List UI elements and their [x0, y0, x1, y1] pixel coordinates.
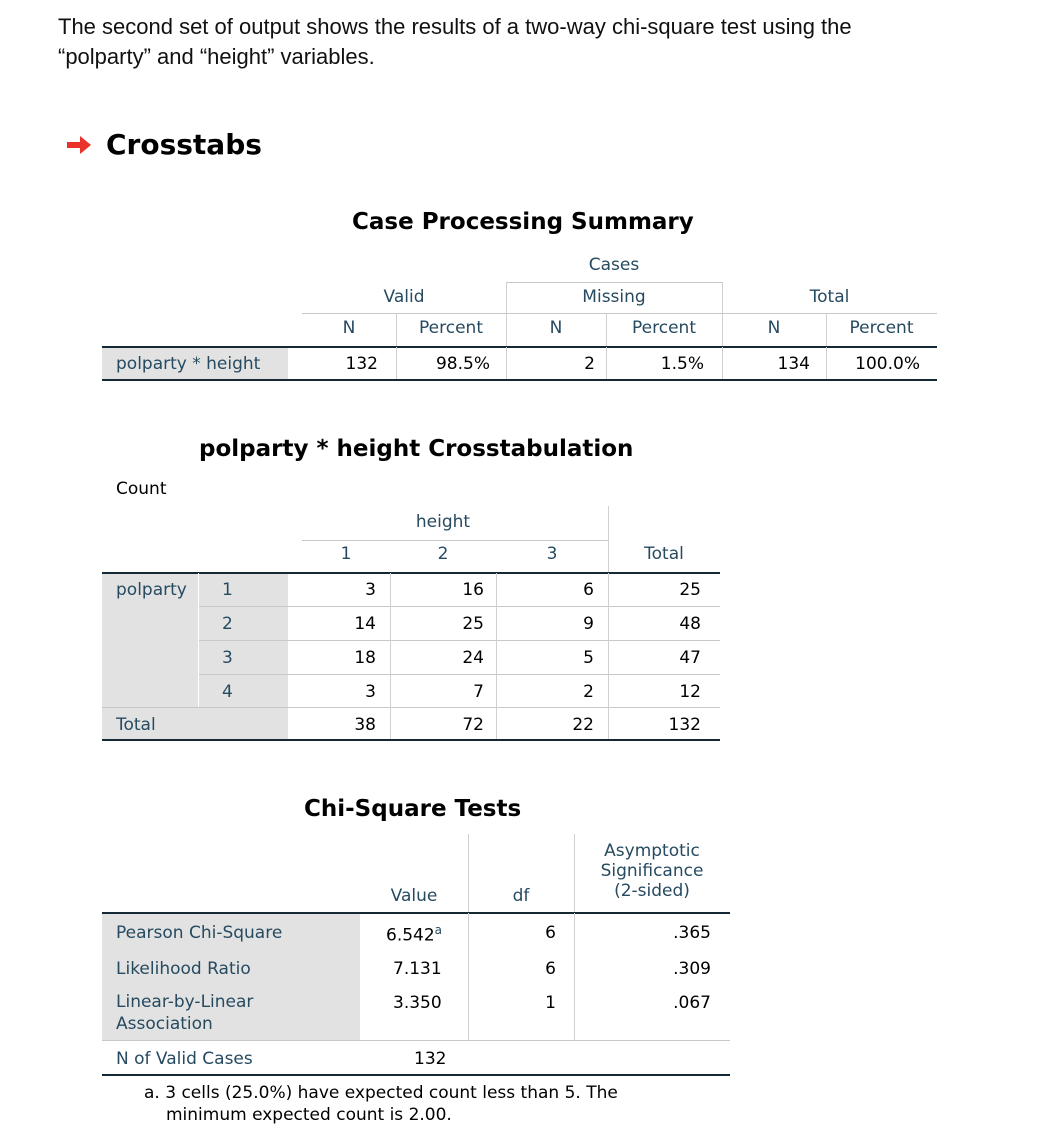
- pearson-chi-square-label: Pearson Chi-Square: [116, 923, 283, 943]
- cell-value: 5: [583, 648, 594, 668]
- cell-value: 24: [462, 648, 484, 668]
- row-label: 4: [222, 682, 233, 702]
- missing-percent-header: Percent: [632, 318, 696, 338]
- valid-header: Valid: [383, 287, 425, 307]
- row-label: polparty * height: [116, 354, 261, 374]
- pearson-value: 6.542$^a$: [386, 923, 443, 946]
- cell-value: 3: [365, 682, 376, 702]
- crosstabs-heading: [66, 128, 262, 161]
- chi-square-title: Chi-Square Tests: [304, 796, 522, 822]
- row-label: 3: [222, 648, 233, 668]
- valid-n-header: N: [342, 318, 356, 338]
- total-percent-value: 100.0%: [855, 354, 920, 374]
- total-row-label: Total: [116, 715, 156, 735]
- row-total-value: 48: [679, 614, 701, 634]
- linear-by-linear-value: 3.350: [393, 993, 442, 1013]
- chi-square-footnote: a. 3 cells (25.0%) have expected count less than 5. The minimum expected count is 2.00.: [144, 1083, 618, 1125]
- cell-value: 3: [365, 580, 376, 600]
- cell-value: 25: [462, 614, 484, 634]
- footnote-marker: a: [434, 923, 443, 937]
- total-n-header: N: [767, 318, 781, 338]
- df-header: df: [512, 886, 530, 906]
- section-title: Crosstabs: [106, 128, 262, 161]
- total-percent-header: Percent: [849, 318, 914, 338]
- total-header: Total: [809, 287, 850, 307]
- intro-line-2: “polparty” and “height” variables.: [58, 44, 375, 69]
- likelihood-ratio-value: 7.131: [393, 959, 442, 979]
- cases-header: Cases: [588, 255, 640, 275]
- missing-n-value: 2: [584, 354, 595, 374]
- height-variable-header: height: [415, 512, 471, 532]
- row-total-value: 47: [679, 648, 701, 668]
- height-col-3-header: 3: [546, 544, 558, 564]
- height-col-1-header: 1: [340, 544, 352, 564]
- cell-value: 16: [462, 580, 484, 600]
- height-col-2-header: 2: [437, 544, 449, 564]
- cell-value: 6: [583, 580, 594, 600]
- linear-by-linear-label: Linear-by-Linear Association: [116, 992, 254, 1034]
- count-label: Count: [116, 479, 167, 499]
- valid-percent-value: 98.5%: [435, 354, 490, 374]
- row-total-value: 12: [679, 682, 701, 702]
- column-total-value: 22: [572, 715, 594, 735]
- missing-header: Missing: [582, 287, 646, 307]
- crosstab-title: polparty * height Crosstabulation: [199, 436, 634, 462]
- intro-paragraph: [58, 12, 1018, 72]
- cell-value: 18: [354, 648, 376, 668]
- row-label: 2: [222, 614, 233, 634]
- cell-value: 14: [354, 614, 376, 634]
- pearson-df: 6: [545, 923, 556, 943]
- missing-percent-value: 1.5%: [660, 354, 704, 374]
- likelihood-ratio-df: 6: [545, 959, 556, 979]
- intro-line-1: The second set of output shows the results of a two-way chi-square test using the: [58, 14, 852, 39]
- pearson-significance: .365: [673, 923, 711, 943]
- likelihood-ratio-label: Likelihood Ratio: [116, 959, 251, 979]
- row-total-value: 25: [679, 580, 701, 600]
- linear-by-linear-significance: .067: [673, 993, 711, 1013]
- cell-value: 9: [583, 614, 594, 634]
- red-arrow-icon: [66, 135, 92, 155]
- polparty-variable-label: polparty: [116, 580, 187, 600]
- n-valid-cases-label: N of Valid Cases: [116, 1049, 253, 1069]
- valid-percent-header: Percent: [419, 318, 483, 338]
- total-n-value: 134: [777, 354, 810, 374]
- valid-n-value: 132: [345, 354, 378, 374]
- missing-n-header: N: [549, 318, 563, 338]
- case-summary-title: Case Processing Summary: [352, 209, 694, 235]
- cell-value: 7: [473, 682, 484, 702]
- value-header: Value: [390, 886, 438, 906]
- total-col-header: Total: [644, 544, 684, 564]
- row-label: 1: [222, 580, 233, 600]
- significance-header: Asymptotic Significance (2-sided): [600, 841, 704, 901]
- likelihood-ratio-significance: .309: [673, 959, 711, 979]
- linear-by-linear-df: 1: [545, 993, 556, 1013]
- column-total-value: 38: [354, 715, 376, 735]
- column-total-value: 72: [462, 715, 484, 735]
- n-valid-cases-value: 132: [414, 1049, 447, 1069]
- cell-value: 2: [583, 682, 594, 702]
- grand-total-value: 132: [668, 715, 701, 735]
